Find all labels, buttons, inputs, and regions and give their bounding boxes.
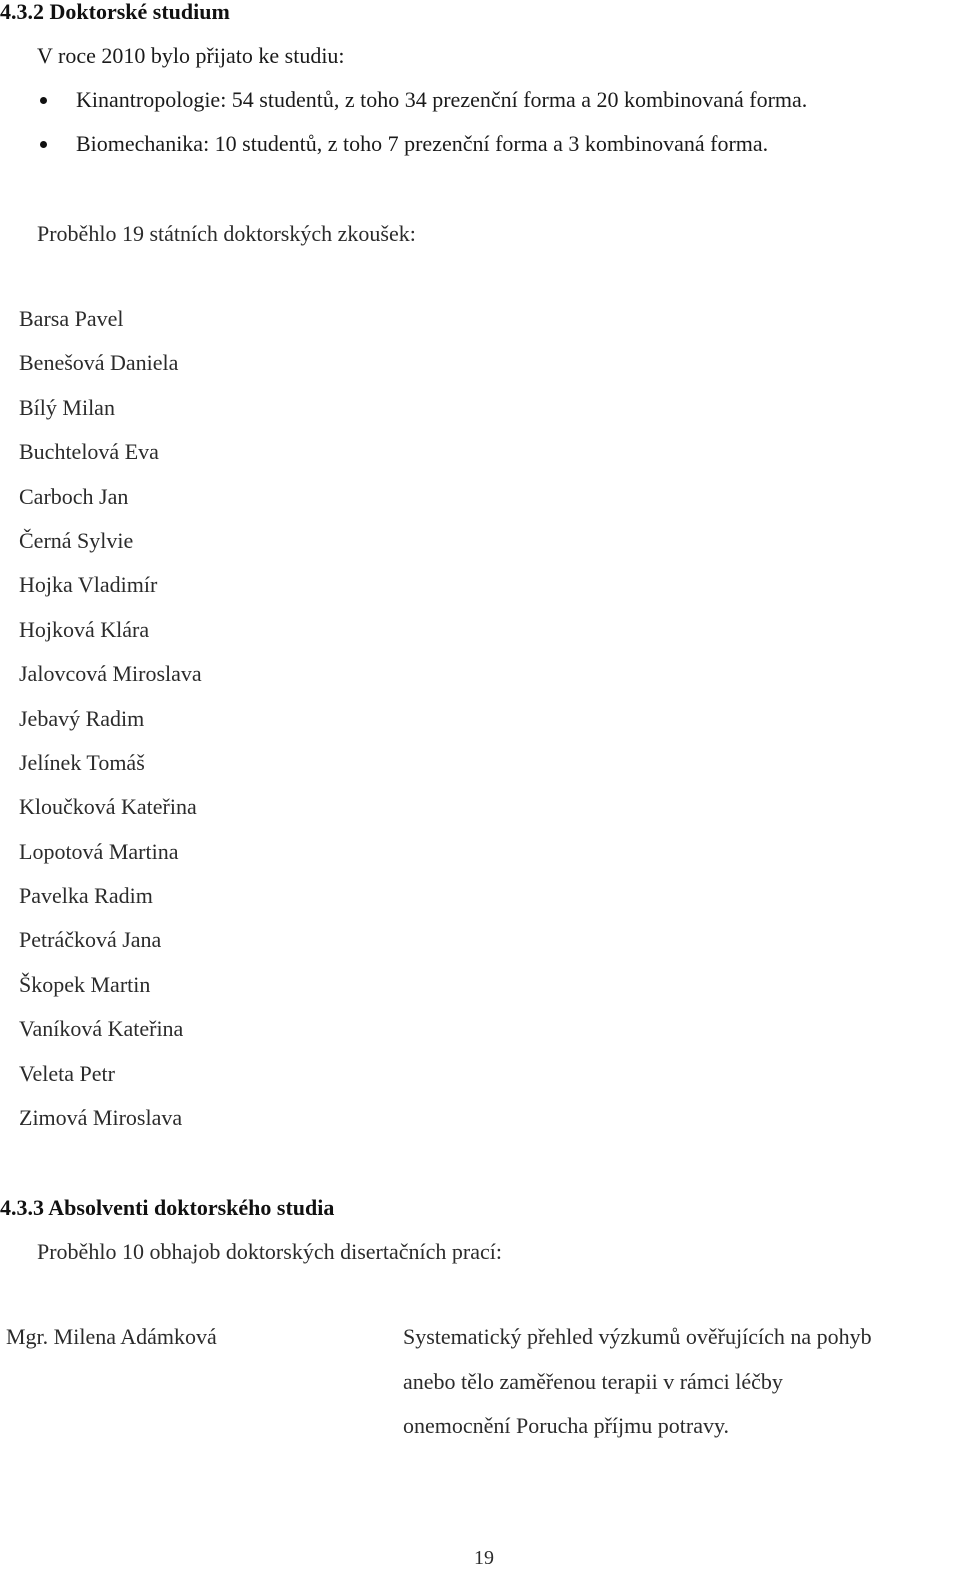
list-item: Škopek Martin [19, 971, 151, 997]
list-item: Lopotová Martina [19, 838, 179, 864]
list-item: Černá Sylvie [19, 527, 134, 553]
list-item: Jalovcová Miroslava [19, 661, 202, 687]
thesis-title-line: Systematický přehled výzkumů ověřujících na pohyb [403, 1324, 872, 1349]
list-item: Pavelka Radim [19, 883, 153, 909]
admission-bullet-item: Biomechanika: 10 studentů, z toho 7 prezenční forma a 3 kombinovaná forma. [76, 131, 769, 156]
list-item: Veleta Petr [19, 1060, 115, 1086]
list-item: Jelínek Tomáš [19, 749, 145, 775]
page-number: 19 [474, 1547, 494, 1569]
exams-intro: Proběhlo 19 státních doktorských zkoušek: [37, 221, 416, 246]
list-item: Carboch Jan [19, 483, 129, 509]
list-item: Zimová Miroslava [19, 1105, 183, 1131]
exam-names-list [19, 308, 202, 1151]
thesis-author: Mgr. Milena Adámková [6, 1324, 217, 1349]
defenses-intro: Proběhlo 10 obhajob doktorských disertačních prací: [37, 1239, 502, 1264]
list-item: Benešová Daniela [19, 350, 179, 376]
bullet-dot-icon [40, 97, 47, 104]
thesis-title-line: anebo tělo zaměřenou terapii v rámci léčby [403, 1369, 783, 1394]
section-heading-doctoral-study: 4.3.2 Doktorské studium [0, 0, 230, 24]
list-item: Buchtelová Eva [19, 439, 159, 465]
admission-bullet-item: Kinantropologie: 54 studentů, z toho 34 prezenční forma a 20 kombinovaná forma. [76, 87, 808, 112]
list-item: Hojková Klára [19, 616, 150, 642]
bullet-dot-icon [40, 141, 47, 148]
list-item: Vaníková Kateřina [19, 1016, 184, 1042]
list-item: Jebavý Radim [19, 705, 145, 731]
section-heading-doctoral-graduates: 4.3.3 Absolventi doktorského studia [0, 1195, 335, 1220]
list-item: Petráčková Jana [19, 927, 162, 953]
list-item: Bílý Milan [19, 394, 115, 420]
list-item: Hojka Vladimír [19, 572, 158, 598]
list-item: Kloučková Kateřina [19, 794, 197, 820]
list-item: Barsa Pavel [19, 306, 124, 331]
thesis-title-line: onemocnění Porucha příjmu potravy. [403, 1413, 730, 1438]
admission-intro: V roce 2010 bylo přijato ke studiu: [37, 43, 345, 68]
